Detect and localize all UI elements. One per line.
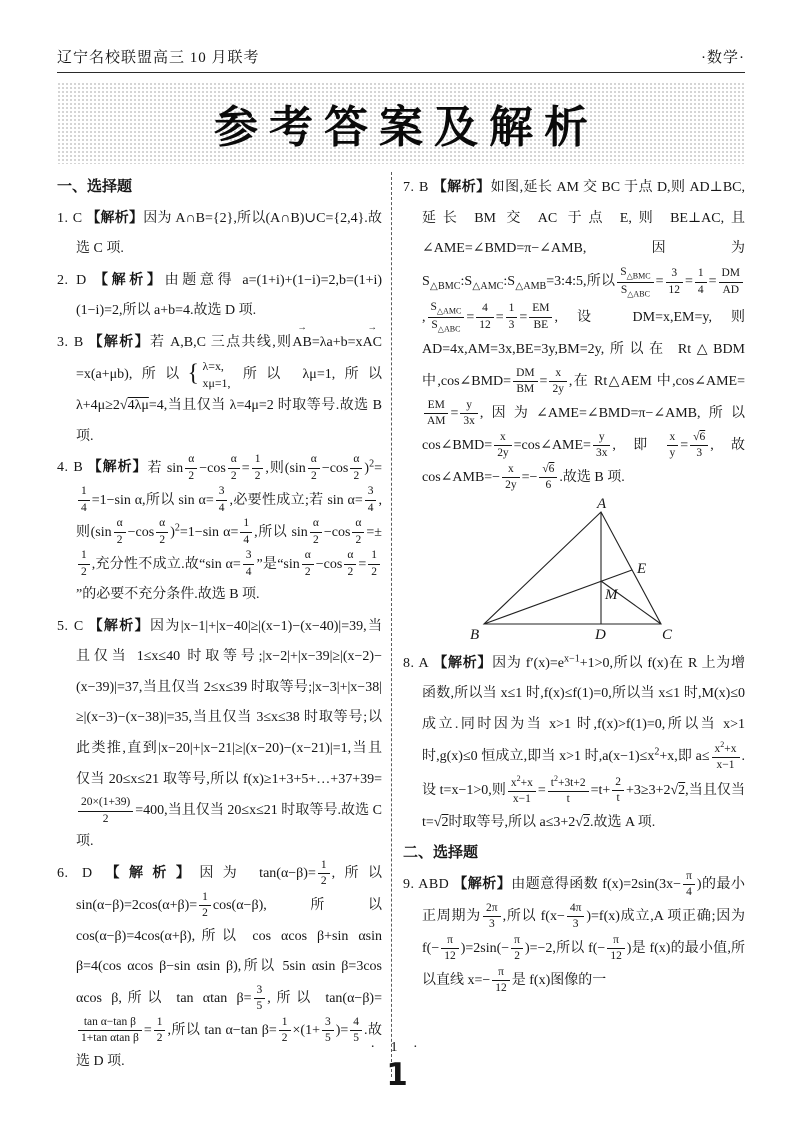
vertex-label-m: M	[605, 586, 618, 603]
q9-label: 9. ABD	[403, 877, 450, 892]
vertex-label-d: D	[595, 626, 606, 643]
q5-analysis-tag: 【解析】	[88, 617, 150, 634]
header-exam-title: 辽宁名校联盟高三 10 月联考	[57, 50, 260, 66]
q5-label: 5. C	[57, 618, 84, 634]
section-one-heading: 一、选择题	[57, 177, 133, 195]
content-columns	[57, 172, 745, 1077]
page-header	[57, 46, 745, 73]
section-two-heading: 二、选择题	[403, 843, 479, 862]
page-marker: · 1 ·	[370, 1040, 424, 1055]
q1-analysis-tag: 【解析】	[86, 209, 144, 226]
q8-label: 8. A	[403, 655, 430, 671]
q8-analysis-tag: 【解析】	[433, 654, 493, 671]
question-8	[403, 648, 745, 839]
vertex-label-e: E	[637, 560, 647, 577]
q4-body: 若 sin $\frac{\alpha}{2}$ −cos $\frac{\alpha}{2}$ = $\frac{1}{2}$ ,则(sin $\frac{\alpha}{2}$ −cos $\frac{\alpha}{2}$ )$^2$= $\frac{1}{4}$ =1−sin α,所以 sin α= $\frac{3}{4}$ ,必要性成立;若 sin α= $\frac{3}{4}$ ,则(sin $\frac{\alpha}{2}$ −cos $\frac{\alpha}{2}$ )$^2$=1−sin α= $\frac{1}{4}$ ,所以 sin $\frac{\alpha}{2}$ −cos $\frac{\alpha}{2}$ =± $\frac{1}{2}$ ,充分性不成立.故“sin α= $\frac{3}{4}$ ”是“sin $\frac{\alpha}{2}$ −cos $\frac{\alpha}{2}$ = $\frac{1}{2}$ ”的必要不充分条件.故选 B 项.	[76, 453, 383, 603]
q4-analysis-tag: 【解析】	[87, 459, 148, 476]
q3-analysis-tag: 【解析】	[88, 333, 150, 350]
q1-body: 因为 A∩B={2},所以(A∩B)∪C={2,4}.故选 C 项.	[76, 210, 383, 257]
q7-body: 如图,延长 AM 交 BC 于点 D,则 AD⊥BC,延长 BM 交 AC 于点 E,则 BE⊥AC,且∠AME=∠BMD=π−∠AMB,因为 $S_{\triangle BMC}:S_{\triangle AMC}:S_{\triangle AMB}=3:4:5$,所以 $S_{\triangle BMC}$ $S_{\triangle ABC}$ = $\frac{3}{12}$ = $\frac{1}{4}$ = $\frac{DM}{AD}$ , $S_{\triangle AMC}$ $S_{\triangle ABC}$ = $\frac{4}{12}$ = $\frac{1}{3}$ = $\frac{EM}{BE}$ ,设 DM=x,EM=y,则 AD=4x,AM=3x,BE=3y,BM=2y,所以在 Rt△BDM 中,cos∠BMD= $\frac{DM}{BM}$ = $\frac{x}{2y}$ ,在 Rt△AEM 中,cos∠AME= $\frac{EM}{AM}$ = $\frac{y}{3x}$ ,因为∠AME=∠BMD=π−∠AMB,所以 cos∠BMD= $\frac{x}{2y}$ =cos∠AME= $\frac{y}{3x}$ ,即 $\frac{x}{y}$ = $\frac{√6}{3}$ ,故 cos∠AMB=− $\frac{x}{2y}$ =− $\frac{√6}{6}$ .故选 B 项.	[422, 180, 746, 492]
q4-label: 4. B	[57, 460, 84, 476]
q6-label: 6. D	[57, 865, 93, 881]
left-column	[57, 172, 391, 1077]
question-5	[57, 611, 382, 858]
right-column	[392, 172, 745, 1077]
q2-label: 2. D	[57, 272, 87, 288]
vertex-label-a: A	[597, 497, 607, 512]
question-4	[57, 452, 382, 611]
q3-label: 3. B	[57, 334, 84, 350]
vertex-label-b: B	[470, 626, 480, 643]
q7-analysis-tag: 【解析】	[432, 179, 491, 195]
triangle-figure	[456, 498, 692, 646]
q3-body: 若 A,B,C 三点共线,则AB →=λa+b=xAC →=x(a+μb),所以 { λ=x, xμ=1, 所以 λμ=1,所以 λ+4μ≥2√4λμ=4,当且仅当 λ=4μ=2 时取等号.故选 B 项.	[76, 335, 382, 444]
page-title: 参考答案及解析	[214, 102, 599, 153]
title-band	[57, 82, 745, 164]
question-2	[57, 265, 382, 327]
vertex-label-c: C	[662, 626, 673, 643]
question-1	[57, 203, 382, 265]
q5-body: 因为|x−1|+|x−40|≥|(x−1)−(x−40)|=39,当且仅当 1≤x≤40 时取等号;|x−2|+|x−39|≥|(x−2)−(x−39)|=37,当且仅当 2≤x≤39 时取等号;|x−3|+|x−38|≥|(x−3)−(x−38)|=35,当且仅当 3≤x≤38 时取等号;以此类推,直到|x−20|+|x−21|≥|(x−20)−(x−21)|=1,当且仅当 20≤x≤21 取等号,所以 f(x)≥1+3+5+…+37+39= $\frac{20\times(1+39)}{2}$ =400,当且仅当 20≤x≤21 时取等号.故选 C 项.	[76, 618, 382, 850]
header-subject: ·数学·	[701, 50, 745, 66]
q9-analysis-tag: 【解析】	[453, 876, 512, 892]
question-7	[403, 172, 745, 494]
q9-body: 由题意得函数 f(x)=2sin(3x− $\frac{\pi}{4}$ )的最小正周期为 $\frac{2\pi}{3}$ ,所以 f(x− $\frac{4\pi}{3}$ )=f(x)成立,A 项正确;因为 f(− $\frac{\pi}{12}$ )=2sin(− $\frac{\pi}{2}$ )=−2,所以 f(− $\frac{\pi}{12}$ )是 f(x)的最小值,所以直线 x=− $\frac{\pi}{12}$ 是 f(x)图像的一	[422, 869, 746, 995]
q8-body: 因为 $f'(x)=e^{x-1}+1>0$,所以 f(x)在 R 上为增函数,所以当 x≤1 时,f(x)≤f(1)=0,所以当 x≤1 时,M(x)≤0 成立.同时因为当 x>1 时,f(x)>f(1)=0,所以当 x>1 时,g(x)≤0 恒成立,即当 x>1 时$,a(x-1)\le x^2+x$,即 a≤ $\frac{x^2+x}{x-1}$ .设 t=x−1>0,则 $\frac{x^2+x}{x-1}$ = $\frac{t^2+3t+2}{t}$ =t+ $\frac{2}{t}$ +3≥3+2√2,当且仅当 t=√2时取等号,所以 a≤3+2√2.故选 A 项.	[422, 652, 746, 830]
q2-analysis-tag: 【解析】	[93, 271, 165, 288]
q7-label: 7. B	[403, 180, 429, 195]
q2-body: 由题意得 a=(1+i)+(1−i)=2,b=(1+i)(1−i)=2,所以 a+b=4.故选 D 项.	[76, 272, 383, 319]
q1-label: 1. C	[57, 210, 83, 226]
q6-body: 因为 tan(α−β)= $\frac{1}{2}$ ,所以 sin(α−β)=2cos(α+β)= $\frac{1}{2}$ cos(α−β),所以 cos(α−β)=4cos(α+β),所以 cos αcos β+sin αsin β=4(cos αcos β−sin αsin β),所以 5sin αsin β=3cos αcos β,所以 tan αtan β= $\frac{3}{5}$ ,所以 tan(α−β)= $\frac{\text{tan α−tan β}}{\text{1+tan αtan β}}$ = $\frac{1}{2}$ ,所以 tan α−tan β= $\frac{1}{2}$ ×(1+ $\frac{3}{5}$ )= $\frac{4}{5}$ .故选 D 项.	[76, 858, 382, 1069]
question-9	[403, 869, 745, 997]
q7-figure	[403, 498, 745, 646]
q6-analysis-tag: 【解析】	[105, 864, 200, 881]
question-3	[57, 327, 382, 453]
page-number-large: 1	[386, 1057, 408, 1093]
